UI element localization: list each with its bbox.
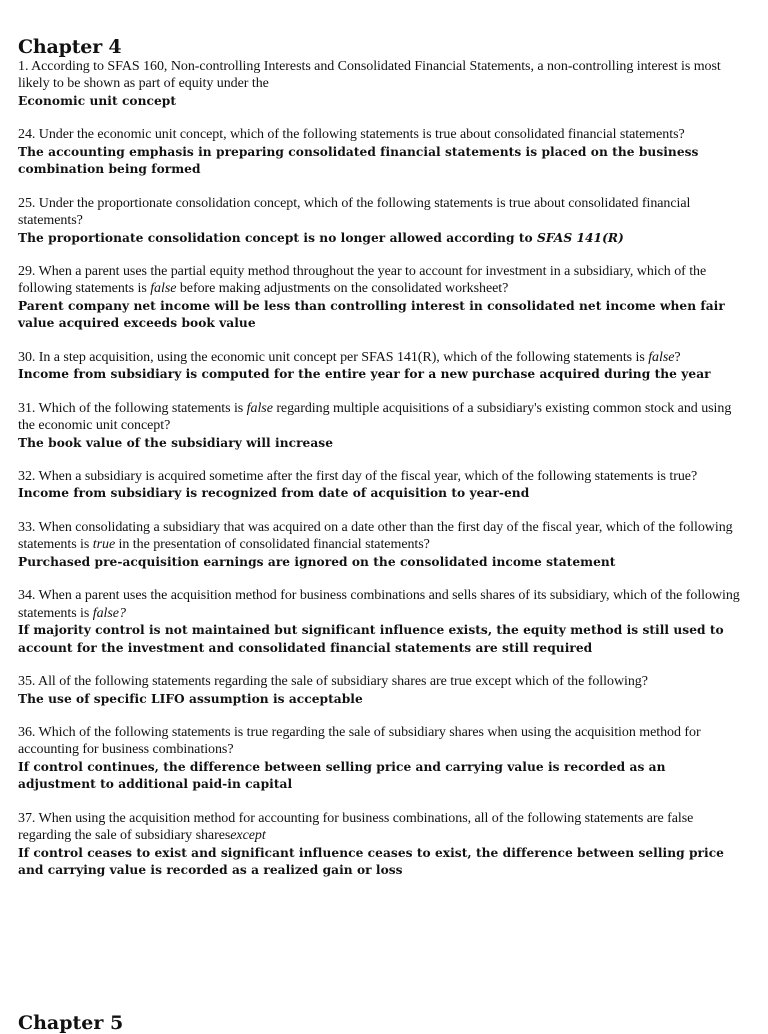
- block-spacer: [18, 333, 744, 349]
- question-block: [18, 400, 744, 452]
- answer-text: Economic unit concept: [18, 93, 177, 108]
- question-text: 35. All of the following statements regarding the sale of subsidiary shares are true except which of the following?: [18, 674, 648, 690]
- question-text: 37. When using the acquisition method for accounting for business combinations, all of the following statements are false regarding the sale of subsidiary sharesexcept: [18, 810, 694, 844]
- answer-text: Income from subsidiary is recognized from date of acquisition to year-end: [18, 486, 530, 501]
- question-text: 29. When a parent uses the partial equity method throughout the year to account for investment in a subsidiary, which of the following statements is false before making adjustments on the consolidated worksheet?: [18, 264, 707, 297]
- answer-text: Income from subsidiary is computed for the entire year for a new purchase acquired during the year: [18, 367, 711, 382]
- block-spacer: [18, 571, 744, 587]
- question-block: [18, 724, 744, 794]
- question-block: [18, 349, 744, 384]
- answer-text: The use of specific LIFO assumption is acceptable: [18, 691, 363, 706]
- question-block: [18, 673, 744, 708]
- block-spacer: [18, 503, 744, 519]
- answer-text: The accounting emphasis in preparing consolidated financial statements is placed on the business combination being formed: [18, 144, 699, 177]
- question-block: [18, 587, 744, 657]
- block-spacer: [18, 794, 744, 810]
- question-list: [18, 58, 744, 880]
- question-text: 33. When consolidating a subsidiary that was acquired on a date other than the first day of the fiscal year, which of the following statements is true in the presentation of consolidated financial statements?: [18, 519, 733, 553]
- block-spacer: [18, 110, 744, 126]
- block-spacer: [18, 247, 744, 263]
- question-block: [18, 810, 744, 880]
- answer-text: Parent company net income will be less than controlling interest in consolidated net income when fair value acquired exceeds book value: [18, 298, 725, 331]
- document-page: [18, 36, 744, 880]
- block-spacer: [18, 452, 744, 468]
- chapter-title: Chapter 4: [18, 36, 122, 58]
- next-chapter-title: Chapter 5: [18, 1012, 124, 1034]
- question-block: [18, 195, 744, 247]
- question-block: [18, 263, 744, 333]
- answer-text: If control continues, the difference between selling price and carrying value is recorded as an adjustment to additional paid-in capital: [18, 759, 666, 792]
- question-text: 30. In a step acquisition, using the economic unit concept per SFAS 141(R), which of the following statements is false?: [18, 349, 681, 365]
- question-text: 32. When a subsidiary is acquired sometime after the first day of the fiscal year, which of the following statements is true?: [18, 469, 698, 485]
- question-block: [18, 519, 744, 571]
- answer-text: Purchased pre-acquisition earnings are ignored on the consolidated income statement: [18, 554, 616, 569]
- question-text: 24. Under the economic unit concept, which of the following statements is true about consolidated financial statements?: [18, 127, 685, 143]
- question-text: 31. Which of the following statements is false regarding multiple acquisitions of a subsidiary's existing common stock and using the economic unit concept?: [18, 400, 732, 434]
- answer-text: If majority control is not maintained but significant influence exists, the equity method is still used to account for the investment and consolidated financial statements are still required: [18, 623, 724, 655]
- question-block: [18, 58, 744, 110]
- answer-text: The book value of the subsidiary will increase: [18, 435, 334, 450]
- answer-text: If control ceases to exist and significant influence ceases to exist, the difference between selling price and carrying value is recorded as a realized gain or loss: [18, 845, 724, 878]
- block-spacer: [18, 657, 744, 673]
- answer-text: The proportionate consolidation concept is no longer allowed according to SFAS 141(R): [18, 230, 624, 245]
- question-text: 1. According to SFAS 160, Non-controlling Interests and Consolidated Financial Statements, a non-controlling interest is most likely to be shown as part of equity under the: [18, 59, 721, 92]
- question-text: 36. Which of the following statements is true regarding the sale of subsidiary shares when using the acquisition method for accounting for business combinations?: [18, 725, 701, 758]
- block-spacer: [18, 708, 744, 724]
- question-text: 25. Under the proportionate consolidation concept, which of the following statements is true about consolidated financial statements?: [18, 195, 691, 229]
- block-spacer: [18, 384, 744, 400]
- question-block: [18, 468, 744, 503]
- question-block: [18, 126, 744, 178]
- block-spacer: [18, 179, 744, 195]
- question-text: 34. When a parent uses the acquisition method for business combinations and sells shares of its subsidiary, which of the following statements is false?: [18, 588, 740, 621]
